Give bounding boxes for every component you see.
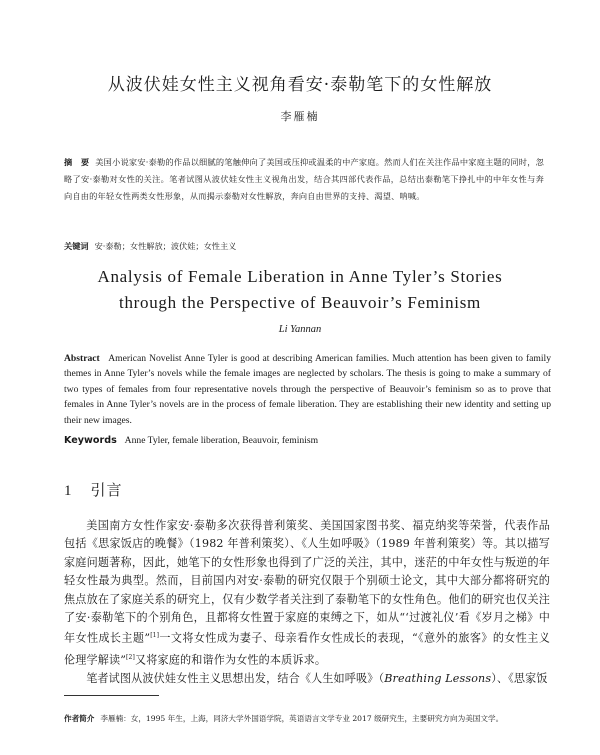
section-number: 1 bbox=[64, 483, 73, 499]
chinese-abstract-label: 摘 要 bbox=[64, 157, 90, 167]
chinese-title: 从波伏娃女性主义视角看安·泰勒笔下的女性解放 bbox=[107, 75, 493, 95]
body-text-span: 一文将女性成为妻子、母亲看作女性成长的表现，“《意外的旅客》的女性主义伦理学解读” bbox=[64, 632, 550, 667]
body-text-span: 美国南方女性作家安·泰勒多次获得普利策奖、美国国家图书奖、福克纳奖等荣誉，代表作品包括《思家饭店的晚餐》（1982 年普利策奖）、《人生如呼吸》（1989 年普利策奖）等。其以描写家庭问题著称，因此，她笔下的女性形象也得到了广泛的关注，其中，迷茫的中年女性与叛逆的年轻女性最为典型。然而，目前国内对安·泰勒的研究仅限于个别硕士论文，其中大部分都将研究的焦点放在了家庭关系的研究上，仅有少数学者关注到了泰勒笔下的女性角色。他们的研究也仅关注了安·泰勒笔下的个别角色，且都将女性置于家庭的束缚之下，如从“‘过渡礼仪’看《岁月之梯》中年女性成长主题” bbox=[64, 519, 550, 646]
english-abstract-label: Abstract bbox=[64, 353, 100, 364]
chinese-abstract bbox=[64, 154, 544, 204]
english-title-line1: Analysis of Female Liberation in Anne Tyler’s Stories bbox=[97, 267, 503, 286]
chinese-keywords bbox=[64, 239, 544, 253]
chinese-author: 李雁楠 bbox=[280, 110, 320, 123]
english-title-line2: through the Perspective of Beauvoir’s Feminism bbox=[119, 293, 481, 312]
body-text-span: ）、《思家饭 bbox=[491, 671, 548, 685]
citation-1: [1] bbox=[150, 632, 160, 640]
english-keywords-label: Keywords bbox=[64, 435, 117, 446]
body-text-span: 又将家庭的和谐作为女性的本质诉求。 bbox=[135, 653, 327, 667]
chinese-abstract-text: 美国小说家安·泰勒的作品以细腻的笔触伸向了美国或压抑或温柔的中产家庭。然而人们在关注作品中家庭主题的同时，忽略了安·泰勒对女性的关注。笔者试图从波伏娃女性主义视角出发，结合其四部代表作品，总结出泰勒笔下挣扎中的中年女性与奔向自由的年轻女性两类女性形象，从而揭示泰勒对女性解放，奔向自由世界的支持、渴望、呐喊。 bbox=[64, 157, 544, 201]
section-title: 引言 bbox=[90, 481, 123, 499]
english-abstract bbox=[64, 351, 551, 428]
book-title-italic: Breathing Lessons bbox=[384, 671, 492, 685]
english-keywords bbox=[64, 434, 544, 448]
citation-2: [2] bbox=[126, 653, 135, 661]
body-text-span: 笔者试图从波伏娃女性主义思想出发，结合《人生如呼吸》（ bbox=[86, 671, 385, 685]
english-keywords-text: Anne Tyler, female liberation, Beauvoir, feminism bbox=[124, 435, 319, 446]
footnote-text: 李雁楠：女，1995 年生，上海，同济大学外国语学院，英语语言文学专业 2017 级研究生，主要研究方向为美国文学。 bbox=[100, 714, 504, 723]
body-paragraph bbox=[64, 517, 550, 670]
english-abstract-text: American Novelist Anne Tyler is good at describing American families. Much attention has been given to family themes in Anne Tyler’s novels while the female images are neglected by scholars. The thesis is going to make a summary of two types of females from four representative novels through the perspective of Beauvoir’s feminism so as to prove that females in Anne Tyler’s novels are in the process of female liberation. They are establishing their new identity and setting up their new images. bbox=[64, 353, 551, 426]
author-footnote bbox=[64, 712, 550, 726]
english-author: Li Yannan bbox=[278, 324, 322, 335]
chinese-keywords-text: 安·泰勒；女性解放；波伏娃；女性主义 bbox=[94, 241, 237, 251]
english-title bbox=[0, 264, 600, 316]
body-paragraph bbox=[64, 670, 550, 688]
section-heading bbox=[64, 479, 123, 500]
footnote-label: 作者简介 bbox=[64, 714, 95, 723]
footnote-divider bbox=[64, 695, 159, 696]
body-text bbox=[64, 517, 550, 688]
chinese-keywords-label: 关键词 bbox=[64, 241, 89, 251]
